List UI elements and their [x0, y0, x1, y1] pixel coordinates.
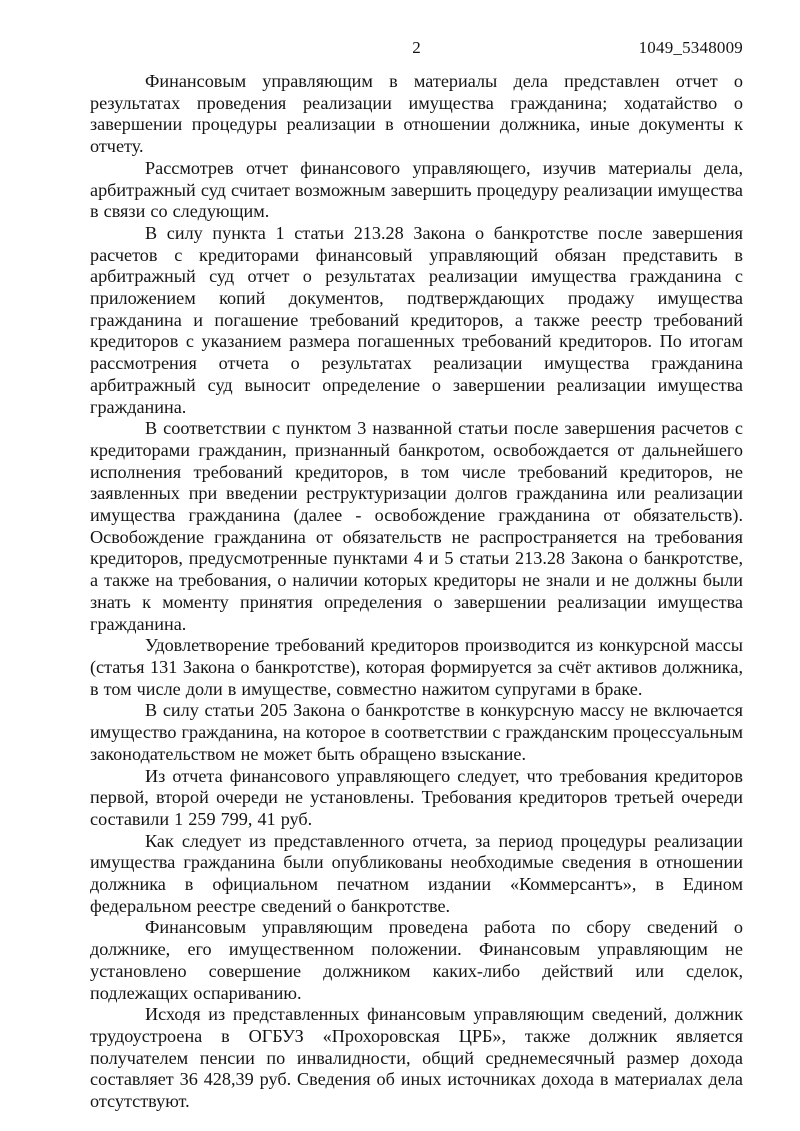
- paragraph-debtor-income: Исходя из представленных финансовым управляющим сведений, должник трудоустроена в ОГБУЗ «Прохоровская ЦРБ», также должник является получателем пенсии по инвалидности, общий среднемесячный размер дохода составляет 36 428,39 руб. Сведения об иных источниках дохода в материалах дела отсутствуют.: [90, 1004, 743, 1112]
- paragraph-article-213-28-p3: В соответствии с пунктом 3 названной статьи после завершения расчетов с кредиторами гражданин, признанный банкротом, освобождается от дальнейшего исполнения требований кредиторов, в том числе требований кредиторов, не заявленных при введении реструктуризации долгов гражданина или реализации имущества гражданина (далее - освобождение гражданина от обязательств). Освобождение гражданина от обязательств не распространяется на требования кредиторов, предусмотренные пунктами 4 и 5 статьи 213.28 Закона о банкротстве, а также на требования, о наличии которых кредиторы не знали и не должны были знать к моменту принятия определения о завершении реализации имущества гражданина.: [90, 418, 743, 634]
- paragraph-report-submitted: Финансовым управляющим в материалы дела представлен отчет о результатах проведения реализации имущества гражданина; ходатайство о завершении процедуры реализации в отношении должника, иные документы к отчету.: [90, 71, 743, 157]
- paragraph-article-205: В силу статьи 205 Закона о банкротстве в конкурсную массу не включается имущество гражданина, на которое в соответствии с гражданским процессуальным законодательством не может быть обращено взыскание.: [90, 700, 743, 764]
- document-id: 1049_5348009: [638, 38, 743, 57]
- page-header: [90, 37, 743, 59]
- paragraph-creditor-claims: Из отчета финансового управляющего следует, что требования кредиторов первой, второй очереди не установлены. Требования кредиторов третьей очереди составили 1 259 799, 41 руб.: [90, 765, 743, 829]
- paragraph-court-considers: Рассмотрев отчет финансового управляющего, изучив материалы дела, арбитражный суд считает возможным завершить процедуру реализации имущества в связи со следующим.: [90, 157, 743, 222]
- paragraph-article-213-28-p1: В силу пункта 1 статьи 213.28 Закона о банкротстве после завершения расчетов с кредиторами финансовый управляющий обязан представить в арбитражный суд отчет о результатах реализации имущества гражданина с приложением копий документов, подтверждающих продажу имущества гражданина и погашение требований кредиторов, а также реестр требований кредиторов с указанием размера погашенных требований кредиторов. По итогам рассмотрения отчета о результатах реализации имущества гражданина арбитражный суд выносит определение о завершении реализации имущества гражданина.: [90, 222, 743, 417]
- document-body: [90, 71, 743, 1113]
- page-number: 2: [412, 38, 421, 57]
- paragraph-publications: Как следует из представленного отчета, за период процедуры реализации имущества гражданина были опубликованы необходимые сведения в отношении должника в официальном печатном издании «Коммерсантъ», в Едином федеральном реестре сведений о банкротстве.: [90, 830, 743, 916]
- paragraph-article-131: Удовлетворение требований кредиторов производится из конкурсной массы (статья 131 Закона о банкротстве), которая формируется за счёт активов должника, в том числе доли в имуществе, совместно нажитом супругами в браке.: [90, 635, 743, 699]
- paragraph-manager-work: Финансовым управляющим проведена работа по сбору сведений о должнике, его имущественном положении. Финансовым управляющим не установлено совершение должником каких-либо действий или сделок, подлежащих оспариванию.: [90, 917, 743, 1003]
